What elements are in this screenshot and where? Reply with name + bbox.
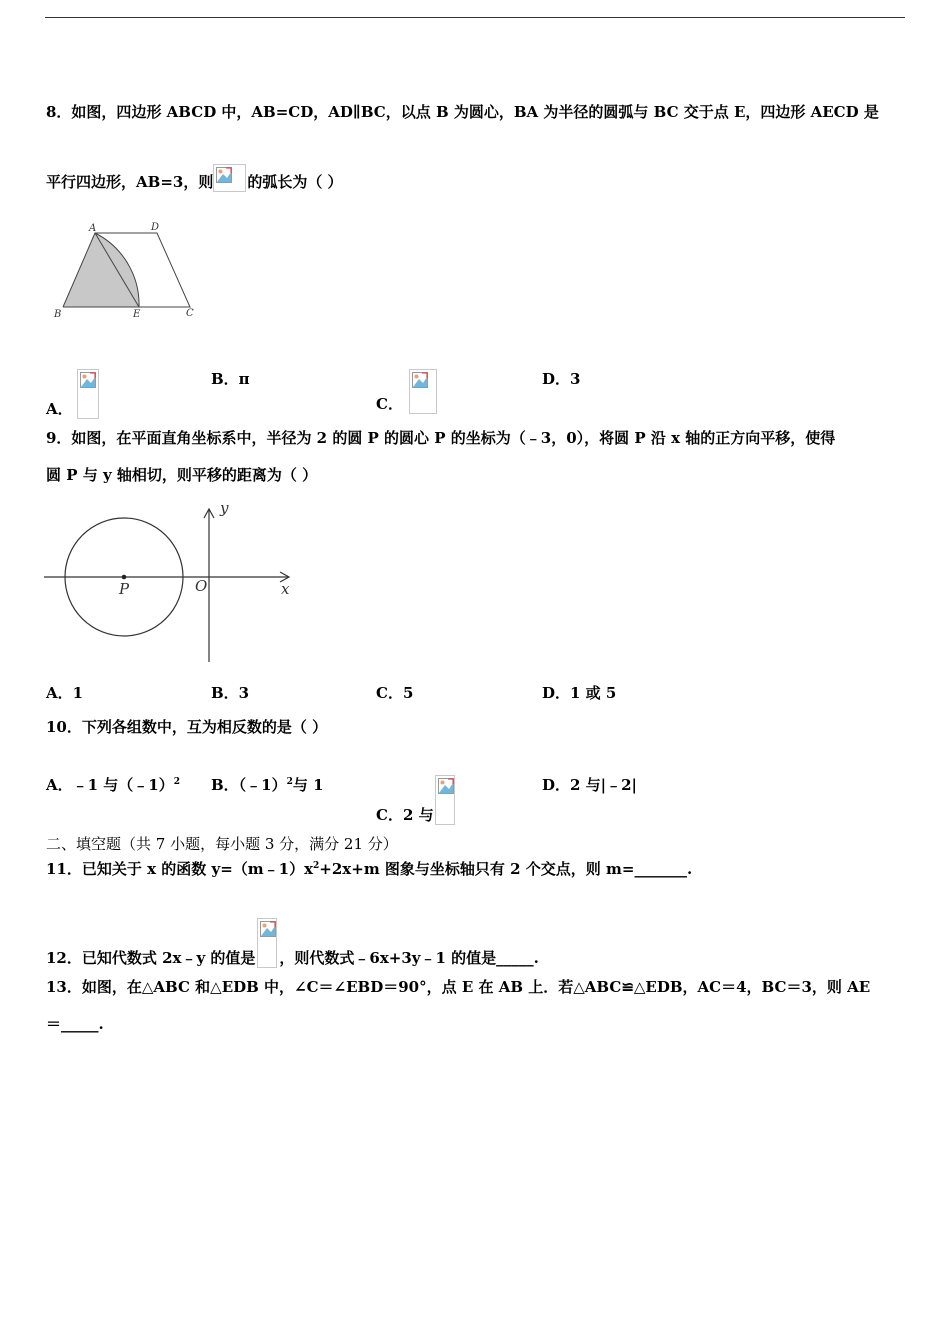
broken-image-icon [77, 369, 99, 419]
q8-text-line2 [46, 164, 343, 192]
q8-option-c [376, 369, 437, 414]
q10-option-a-text: A．﹣1 与（﹣1） [46, 776, 174, 794]
q8-text-line2a: 平行四边形，AB=3，则 [46, 173, 214, 191]
q8-trapezoid-figure [52, 220, 202, 320]
q10-option-c [376, 775, 455, 825]
q8-option-a-label: A． [46, 400, 73, 418]
label-B: B [54, 309, 62, 320]
q9-coordinate-figure [44, 500, 304, 665]
label-y: y [220, 500, 229, 517]
q9-text-line1: 9．如图，在平面直角坐标系中，半径为 2 的圆 P 的圆心 P 的坐标为（﹣3，0），将圆 P 沿 x 轴的正方向平移，使得 [46, 429, 836, 447]
label-A: A [89, 223, 97, 234]
label-O: O [195, 577, 208, 595]
q10-text-line1: 10．下列各组数中，互为相反数的是（ ） [46, 718, 328, 736]
q9-option-b: B．3 [211, 684, 250, 702]
q13-text-line2: ＝_____. [46, 1015, 104, 1033]
label-C: C [186, 308, 194, 319]
q8-option-b: B．π [211, 370, 250, 388]
q10-option-b [211, 775, 324, 795]
q10-option-c-text: C．2 与 [376, 806, 434, 824]
q10-option-d: D．2 与|﹣2| [542, 776, 638, 794]
q12-text-pre: 12．已知代数式 2x﹣y 的值是 [46, 949, 256, 967]
q13-text-line1: 13．如图，在△ABC 和△EDB 中，∠C＝∠EBD＝90°，点 E 在 AB 上．若△ABC≌△EDB，AC＝4，BC＝3，则 AE [46, 978, 871, 996]
q12-text-post: ，则代数式﹣6x+3y﹣1 的值是_____. [279, 949, 539, 967]
broken-image-icon [409, 369, 437, 414]
q8-option-d: D．3 [542, 370, 581, 388]
q9-option-d: D．1 或 5 [542, 684, 617, 702]
label-x: x [281, 580, 290, 598]
q10-option-a-exponent: 2 [173, 777, 181, 787]
q9-option-a: A．1 [46, 684, 84, 702]
q9-option-c: C．5 [376, 684, 414, 702]
q10-option-b-exponent: 2 [286, 777, 293, 787]
section-2-title: 二、填空题（共 7 小题，每小题 3 分，满分 21 分） [46, 835, 398, 853]
q10-option-b-text: B．（﹣1） [211, 776, 287, 794]
broken-image-icon [435, 775, 455, 825]
q8-option-c-label: C． [376, 395, 403, 413]
q11-exponent: 2 [313, 861, 320, 871]
center-P-dot [122, 575, 127, 580]
q10-option-a [46, 775, 180, 795]
q8-text-line1: 8．如图，四边形 ABCD 中，AB=CD，AD∥BC，以点 B 为圆心，BA 为半径的圆弧与 BC 交于点 E，四边形 AECD 是 [46, 103, 879, 121]
q10-option-b-text-post: 与 1 [292, 776, 324, 794]
q9-text-line2: 圆 P 与 y 轴相切，则平移的距离为（ ） [46, 466, 318, 484]
broken-image-icon [213, 164, 246, 192]
label-E: E [133, 309, 141, 320]
q11-text [46, 859, 692, 879]
broken-image-icon [257, 918, 277, 968]
label-P: P [119, 580, 130, 598]
q8-text-line2b: 的弧长为（ ） [247, 173, 343, 191]
q11-text-pre: 11．已知关于 x 的函数 y=（m﹣1）x [46, 860, 314, 878]
q8-option-a [46, 369, 99, 419]
q11-text-post: +2x+m 图象与坐标轴只有 2 个交点，则 m=_______. [319, 860, 693, 878]
header-rule [45, 17, 905, 18]
q12-text [46, 918, 539, 968]
label-D: D [151, 222, 160, 233]
